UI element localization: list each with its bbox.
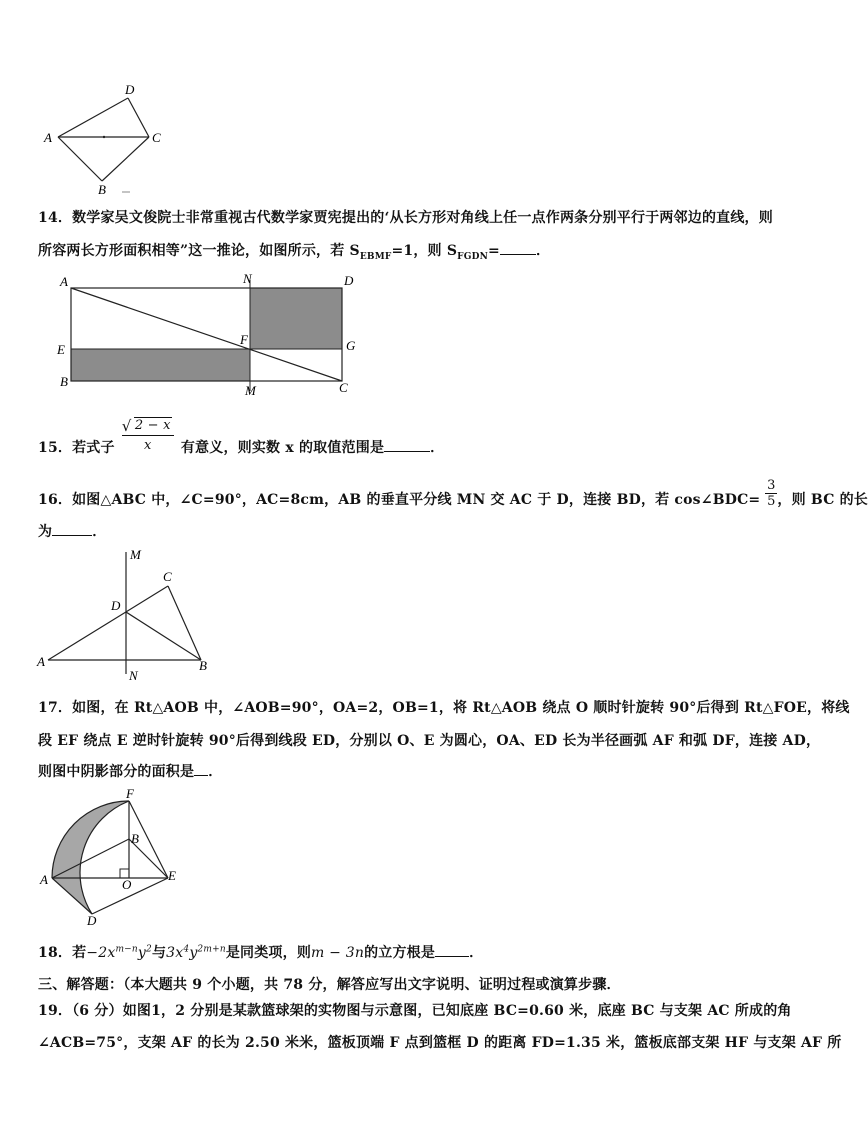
q15-post: 有意义，则实数 x 的取值范围是 [180, 439, 385, 456]
q18-pre: 18．若 [38, 945, 87, 961]
q18-post2: 的立方根是 [364, 945, 436, 961]
q16-figure [35, 546, 215, 686]
q17-label-a: A [40, 872, 48, 887]
q14-label-c: C [339, 380, 348, 395]
q16-label-d: D [111, 598, 121, 613]
q16-line2 [38, 521, 106, 541]
q19-line2: ∠ACB=75°，支架 AF 的长为 2.50 米米，篮板顶端 F 点到篮框 D 的距离 FD=1.35 米，篮板底部支架 HF 与支架 AF 所 [38, 1035, 842, 1051]
q18-expr2: 3x [166, 945, 184, 961]
q13-label-d: D [125, 82, 135, 97]
q14-label-d: D [344, 273, 354, 288]
q16-fraction [765, 478, 777, 509]
q16-label-c: C [163, 569, 172, 584]
q18-expr1: −2x [86, 945, 116, 961]
q17-line3 [38, 761, 222, 781]
q16-frac-den: 5 [767, 494, 776, 509]
q16-tail: ． [92, 524, 107, 540]
q14-label-n: N [243, 271, 252, 286]
q14-label-g: G [346, 338, 356, 353]
q16-line1-pre: 16．如图△ABC 中，∠C=90°，AC=8cm，AB 的垂直平分线 MN 交 AC 于 D，连接 BD，若 cos∠BDC= [38, 491, 761, 508]
q17-line1: 17．如图，在 Rt△AOB 中，∠AOB=90°，OA=2，OB=1，将 Rt△AOB 绕点 O 顺时针旋转 90°后得到 Rt△FOE，将线 [38, 700, 850, 716]
q15-answer-blank[interactable] [384, 451, 430, 452]
q18-y1: y [137, 945, 147, 961]
q14-tail: ． [535, 243, 551, 259]
q16-label-b: B [199, 658, 207, 673]
q18-answer-blank[interactable] [435, 956, 469, 957]
q17-answer-blank[interactable] [194, 775, 208, 776]
q15-pre: 15．若式子 [38, 439, 115, 456]
q18-exp1: m−n [115, 944, 138, 955]
q18-exp2: 4 [183, 944, 190, 955]
q17-label-d: D [87, 913, 97, 928]
q16-line1 [38, 478, 868, 518]
q17-figure [35, 785, 195, 930]
q13-label-c: C [152, 130, 161, 145]
q14-answer-blank[interactable] [500, 254, 536, 255]
q17-label-b: B [131, 831, 139, 846]
q18-post: 是同类项，则 [225, 945, 312, 961]
q14-line2 [38, 240, 550, 262]
q18-y2: y [189, 945, 198, 961]
q18-tail: ． [469, 945, 484, 961]
q14-mid: =1，则 S [391, 243, 458, 259]
q17-label-e: E [168, 868, 176, 883]
q14-sub-fgdn: FGDN [457, 251, 489, 262]
q19-line1: 19．（6 分）如图1，2 分别是某款篮球架的实物图与示意图，已知底座 BC=0.60 米，底座 BC 与支架 AC 所成的角 [38, 1003, 792, 1019]
q14-figure [50, 268, 370, 398]
q14-sub-ebmf: EBMF [359, 251, 392, 262]
q14-label-m: M [245, 383, 256, 398]
q14-label-e: E [57, 342, 65, 357]
q15-radicand: 2 − x [134, 418, 171, 433]
q16-label-m: M [130, 547, 141, 562]
q16-line1-post: ，则 BC 的长 [777, 491, 868, 508]
q18-line [38, 942, 483, 962]
q17-line2: 段 EF 绕点 E 逆时针旋转 90°后得到线段 ED，分别以 O、E 为圆心，OA、ED 长为半径画弧 AF 和弧 DF，连接 AD， [38, 733, 821, 749]
q14-end: = [488, 243, 500, 259]
q17-line3-pre: 则图中阴影部分的面积是 [38, 764, 195, 780]
q15-fraction [122, 418, 174, 453]
q18-y1exp: 2 [146, 944, 152, 955]
q16-frac-num: 3 [767, 478, 776, 493]
q18-expr3: m − 3n [311, 945, 365, 961]
q13-figure [30, 80, 170, 195]
q18-mid: 与 [151, 945, 167, 961]
q15-line [38, 418, 444, 462]
section3-heading: 三、解答题：（本大题共 9 个小题，共 78 分，解答应写出文字说明、证明过程或演算步骤． [38, 977, 621, 993]
q14-line1: 14．数学家吴文俊院士非常重视古代数学家贾宪提出的‘从长方形对角线上任一点作两条分别平行于两邻边的直线，则 [38, 210, 773, 226]
q16-answer-blank[interactable] [52, 535, 92, 536]
q15-sqrt: √ 2 − x [121, 417, 171, 435]
q17-label-f: F [126, 786, 134, 801]
q16-line2-pre: 为 [38, 524, 53, 540]
q14-line2-pre: 所容两长方形面积相等”这一推论，如图所示，若 S [38, 243, 360, 259]
q13-label-b: B [98, 182, 106, 197]
q15-denominator: x [143, 438, 152, 453]
q14-label-f: F [240, 332, 248, 347]
q16-label-n: N [129, 668, 138, 683]
q17-label-o: O [122, 877, 132, 892]
q14-label-a: A [60, 274, 68, 289]
q14-label-b: B [60, 374, 68, 389]
q15-tail: ． [430, 439, 445, 456]
q18-y2exp: 2m+n [197, 944, 226, 955]
q16-label-a: A [37, 654, 45, 669]
q17-tail: ． [208, 764, 223, 780]
q13-label-a: A [44, 130, 52, 145]
